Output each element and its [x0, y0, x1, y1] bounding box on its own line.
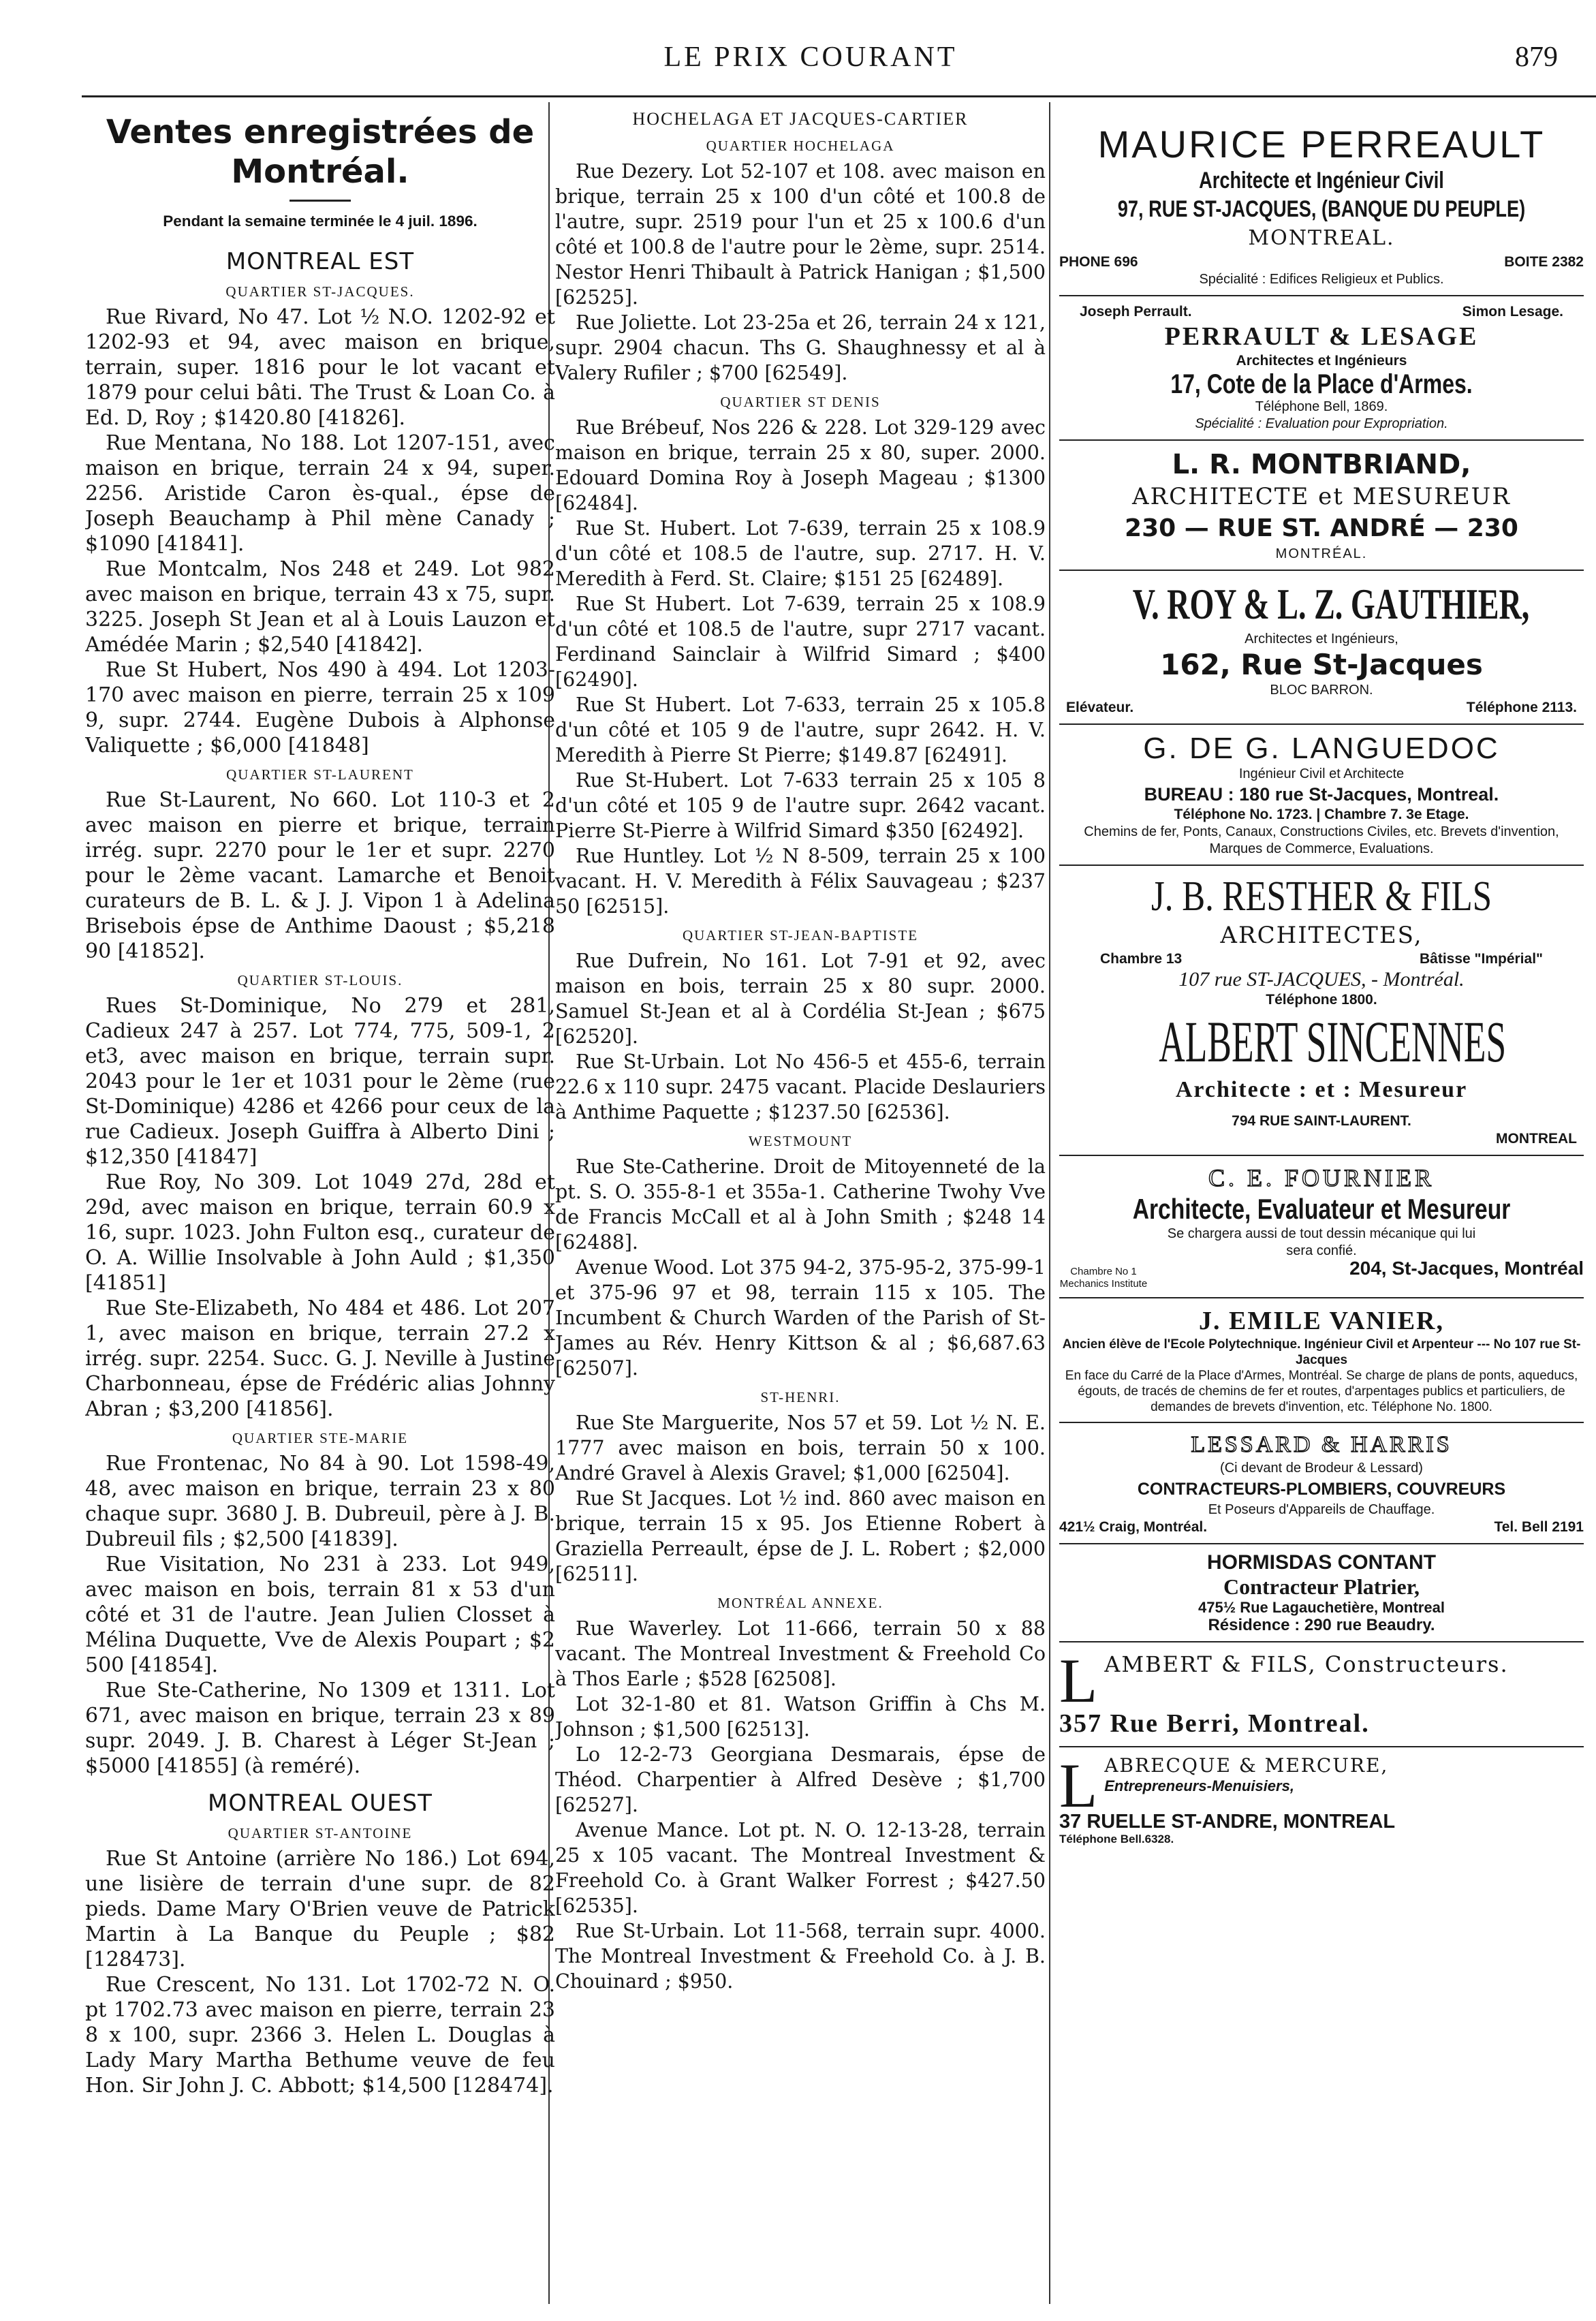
ad-divider: [1059, 1543, 1584, 1544]
sale-entry: Rue St Hubert, Nos 490 à 494. Lot 1203-170 avec maison en pierre, terrain 25 x 109 9, supr. 2744. Eugène Dubois à Alphonse Valiquette ; $6,000 [41848]: [85, 658, 555, 758]
sale-entry: Rue Crescent, No 131. Lot 1702-72 N. O. pt 1702.73 avec maison en pierre, terrain 23 8 x 100, supr. 2366 3. Helen L. Douglas à Lady Mary Martha Bethume veuve de feu Hon. Sir John J. C. Abbott; $14,500 [128474].: [85, 1973, 555, 2098]
ad-divider: [1059, 1746, 1584, 1747]
sale-entry: Rue St Hubert. Lot 7-639, terrain 25 x 108.9 d'un côté et 108.5 de l'autre, supr 2717 vacant. Ferdinand Sainclair à Wilfrid Simard ; $400 [62490].: [555, 593, 1046, 691]
ad-name: J. EMILE VANIER,: [1198, 1307, 1444, 1335]
ad-profession: Architecte et Ingénieur Civil: [1199, 168, 1444, 193]
sale-entry: Lot 32-1-80 et 81. Watson Griffin à Chs M. Johnson ; $1,500 [62513].: [555, 1693, 1046, 1741]
ad-city: MONTREAL: [1496, 1131, 1577, 1147]
ad-partner: Joseph Perrault.: [1080, 304, 1192, 320]
ad-divider: [1059, 1155, 1584, 1156]
district-heading: HOCHELAGA ET JACQUES-CARTIER: [632, 109, 969, 129]
quarter-heading: QUARTIER HOCHELAGA: [706, 138, 895, 154]
ad-labrecque: [1059, 1751, 1584, 1848]
advertisement-column: [1059, 109, 1584, 2307]
ad-name: L. R. MONTBRIAND,: [1172, 449, 1471, 480]
ad-sincennes: [1059, 1009, 1584, 1148]
ad-divider: [1059, 295, 1584, 296]
sale-entry: Rue St Jacques. Lot ½ ind. 860 avec maison en brique, terrain 15 x 95. Jos Etienne Robert à Graziella Perreault, épse de J. L. Robert ; $2,000 [62511].: [555, 1487, 1046, 1585]
title-rule: [290, 200, 351, 202]
sale-entry: Rue Ste Marguerite, Nos 57 et 59. Lot ½ N. E. 1777 avec maison en bois, terrain 50 x 100. André Gravel à Alexis Gravel; $1,000 [62504].: [555, 1412, 1046, 1484]
ad-divider: [1059, 1297, 1584, 1298]
ad-perrault-lesage: [1059, 303, 1584, 433]
ad-batisse: Bâtisse "Impérial": [1420, 951, 1543, 967]
ad-city: MONTRÉAL.: [1275, 546, 1368, 561]
ad-name: ABRECQUE & MERCURE,: [1104, 1754, 1389, 1777]
ad-box: BOITE 2382: [1504, 254, 1584, 270]
drop-cap: L: [1059, 1646, 1098, 1715]
ad-specialty: Spécialité : Edifices Religieux et Publics.: [1199, 272, 1444, 287]
quarter-heading: QUARTIER ST-ANTOINE: [228, 1825, 413, 1841]
ad-phone: PHONE 696: [1059, 254, 1138, 270]
ad-profession: Ingénieur Civil et Architecte: [1238, 766, 1405, 781]
ad-chambre: Chambre No 1 Mechanics Institute: [1059, 1266, 1148, 1290]
ad-name: J. B. RESTHER & FILS: [1151, 873, 1492, 920]
ad-name: C. E. FOURNIER: [1208, 1164, 1435, 1191]
quarter-heading: QUARTIER ST-JACQUES.: [225, 283, 415, 300]
ad-address: 97, RUE ST-JACQUES, (BANQUE DU PEUPLE): [1117, 196, 1526, 222]
ad-name: HORMISDAS CONTANT: [1206, 1551, 1437, 1574]
ad-address: 17, Cote de la Place d'Armes.: [1170, 369, 1473, 399]
sale-entry: Rue Visitation, No 231 à 233. Lot 949, avec maison en bois, terrain 81 x 53 d'un côté et 31 de l'autre. Jean Julien Closset à Mélina Duquette, Vve de Alexis Poupart ; $2 500 [41854].: [85, 1553, 555, 1677]
ad-address: 230 — RUE ST. ANDRÉ — 230: [1125, 514, 1518, 542]
journal-title: LE PRIX COURANT: [663, 42, 958, 73]
ad-phone: Téléphone 2113.: [1466, 700, 1577, 715]
ad-profession: Architecte, Evaluateur et Mesureur: [1132, 1193, 1511, 1225]
ad-languedoc: [1059, 732, 1584, 858]
ad-address: 475½ Rue Lagauchetière, Montreal: [1198, 1599, 1445, 1616]
sale-entry: Rue St Hubert. Lot 7-633, terrain 25 x 105.8 d'un côté et 105 9 de l'autre, supr 2642. H. V. Meredith à Pierre St Pierre; $149.87 [62491].: [555, 694, 1046, 766]
quarter-heading: MONTRÉAL ANNEXE.: [717, 1595, 883, 1611]
ad-chambre: Chambre 13: [1100, 951, 1183, 967]
ad-phone: Tel. Bell 2191: [1494, 1519, 1584, 1535]
ad-specialty: Spécialité : Evaluation pour Expropriation.: [1195, 416, 1448, 431]
ad-roy-gauthier: [1059, 578, 1584, 717]
ad-phone: Téléphone Bell.6328.: [1059, 1833, 1174, 1845]
district-heading: MONTREAL OUEST: [208, 1790, 433, 1817]
quarter-heading: QUARTIER ST-JEAN-BAPTISTE: [682, 927, 919, 944]
ad-description: En face du Carré de la Place d'Armes, Montréal. Se charge de plans de ponts, aqueducs, égouts, de tracés de chemins de fer et routes, d'arpentages publics et particuliers, de demandes de brevets d'invention, etc. Téléphone No. 1800.: [1065, 1369, 1578, 1414]
sale-entry: Rue Ste-Elizabeth, No 484 et 486. Lot 207 1, avec maison en brique, terrain 27.2 x irrég. supr. 2254. Succ. G. J. Neville à Justine Charbonneau, épse de Frédéric alias Johnny Abran ; $3,200 [41856].: [85, 1296, 555, 1421]
ad-vanier: [1059, 1305, 1584, 1415]
sale-entry: Rue Roy, No 309. Lot 1049 27d, 28d et 29d, avec maison en brique, terrain 60.9 x 16, supr. 1023. John Fulton esq., curateur de O. A. Willie Insolvable à John Auld ; $1,350 [41851]: [85, 1170, 555, 1295]
sale-entry: Rue Ste-Catherine, No 1309 et 1311. Lot 671, avec maison en brique, terrain 23 x 89 supr. 2049. J. B. Charest à Léger St-Jean ; $5000 [41855] (à reméré).: [85, 1679, 555, 1778]
sale-entry: Rue St-Hubert. Lot 7-633 terrain 25 x 105 8 d'un côté et 105 9 de l'autre supr. 2642 vacant. Pierre St-Pierre à Wilfrid Simard $350 [62492].: [555, 769, 1046, 842]
ad-description: Chemins de fer, Ponts, Canaux, Constructions Civiles, etc. Brevets d'invention, Marques de Commerce, Evaluations.: [1084, 824, 1559, 856]
sale-entry: Avenue Wood. Lot 375 94-2, 375-95-2, 375-99-1 et 375-96 97 et 98, terrain 115 x 105. The Incumbent & Church Warden of the Parish of St-James au Rév. Henry Kittson & al ; $6,687.63 [62507].: [555, 1256, 1046, 1380]
page-number: 879: [1515, 42, 1558, 73]
sale-entry: Rue Frontenac, No 84 à 90. Lot 1598-49, 48, avec maison en brique, terrain 23 x 80 chaque supr. 3680 J. B. Dubreuil, père à J. B. Dubreuil fils ; $2,500 [41839].: [85, 1452, 555, 1551]
sale-entry: Rue St. Hubert. Lot 7-639, terrain 25 x 108.9 d'un côté et 108.5 de l'autre, sup. 2717. H. V. Meredith à Ferd. St. Claire; $151 25 [62489].: [555, 517, 1046, 590]
district-heading: MONTREAL EST: [225, 248, 415, 275]
ad-divider: [1059, 1641, 1584, 1642]
ad-description: Se chargera aussi de tout dessin mécanique qui lui sera confié.: [1167, 1226, 1476, 1258]
ad-address: 204, St-Jacques, Montréal: [1349, 1258, 1584, 1279]
running-header: [0, 41, 1596, 89]
sale-entry: Rue St-Laurent, No 660. Lot 110-3 et 2 avec maison en pierre et brique, terrain irrég. supr. 2270 pour le 1er et supr. 2270 pour le 2ème vacant. Lamarche et Benoit curateurs de B. L. & J. J. Vipon 1 à Adelina Brisebois épse de Anthime Daoust ; $5,218 90 [41852].: [85, 788, 555, 963]
sale-entry: Rue St Antoine (arrière No 186.) Lot 694, une lisière de terrain d'une supr. de 82 pieds. Dame Mary O'Brien veuve de Patrick Martin à La Banque du Peuple ; $82 [128473].: [85, 1847, 555, 1972]
column-divider-2: [1049, 102, 1050, 2304]
quarter-heading: QUARTIER STE-MARIE: [232, 1430, 409, 1446]
ad-resther: [1059, 873, 1584, 1009]
ad-elevator: Elévateur.: [1066, 700, 1134, 715]
ad-name: MAURICE PERREAULT: [1097, 123, 1546, 166]
column-1: [85, 109, 555, 2307]
sale-entry: Rue Huntley. Lot ½ N 8-509, terrain 25 x 100 vacant. H. V. Meredith à Félix Sauvageau ; $237 50 [62515].: [555, 845, 1046, 918]
section-title: Ventes enregistrées de Montréal.: [106, 113, 535, 191]
ad-name: PERRAULT & LESAGE: [1164, 322, 1479, 351]
sale-entry: Rue Dufrein, No 161. Lot 7-91 et 92, avec maison en bois, terrain 25 x 80 supr. 2000. Samuel St-Jean et al à Cordélia St-Jean ; $675 [62520].: [555, 950, 1046, 1048]
ad-address: 162, Rue St-Jacques: [1160, 648, 1483, 681]
ad-name: ALBERT SINCENNES: [1159, 1009, 1507, 1074]
sale-entry: Rue Mentana, No 188. Lot 1207-151, avec maison en brique, terrain 24 x 94, super. 2256. Aristide Caron ès-qual., épse de Joseph Beauchamp à Phil mène Canady ; $1090 [41841].: [85, 431, 555, 556]
sale-entry: Rue Waverley. Lot 11-666, terrain 50 x 88 vacant. The Montreal Investment & Freehold Co à Thos Earle ; $528 [62508].: [555, 1617, 1046, 1690]
ad-divider: [1059, 864, 1584, 866]
ad-profession: Architectes et Ingénieurs,: [1245, 632, 1398, 647]
ad-address: 794 RUE SAINT-LAURENT.: [1232, 1113, 1411, 1129]
ad-address: 357 Rue Berri, Montreal.: [1059, 1709, 1370, 1738]
sale-entry: Rue St-Urbain. Lot 11-568, terrain supr. 4000. The Montreal Investment & Freehold Co. à J. B. Chouinard ; $950.: [555, 1920, 1046, 1993]
quarter-heading: ST-HENRI.: [760, 1389, 841, 1405]
sale-entry: Rue Joliette. Lot 23-25a et 26, terrain 24 x 121, supr. 2904 chacun. Ths G. Shaughnessy et al à Valery Rufiler ; $700 [62549].: [555, 311, 1046, 384]
ad-divider: [1059, 439, 1584, 441]
ad-bloc: BLOC BARRON.: [1270, 683, 1373, 698]
quarter-heading: QUARTIER ST DENIS: [720, 394, 881, 410]
sale-entry: Rue St-Urbain. Lot No 456-5 et 455-6, terrain 22.6 x 110 supr. 2475 vacant. Placide Deslauriers à Anthime Paquette ; $1237.50 [62536].: [555, 1050, 1046, 1123]
quarter-heading: QUARTIER ST-LOUIS.: [237, 972, 403, 988]
sale-entry: Rue Ste-Catherine. Droit de Mitoyenneté de la pt. S. O. 355-8-1 et 355a-1. Catherine Twohy Vve de Francis McCall et al à John Smith ; $248 14 [62488].: [555, 1155, 1046, 1253]
ad-profession: Architecte : et : Mesureur: [1175, 1077, 1468, 1102]
quarter-heading: QUARTIER ST-LAURENT: [226, 766, 414, 783]
ad-montbriand: [1059, 448, 1584, 563]
ad-divider: [1059, 723, 1584, 725]
ad-address: 37 RUELLE ST-ANDRE, MONTREAL: [1059, 1811, 1396, 1833]
ad-lessard-harris: [1059, 1430, 1584, 1536]
week-subhead: Pendant la semaine terminée le 4 juil. 1896.: [163, 213, 478, 230]
ad-address: 107 rue ST-JACQUES, - Montréal.: [1178, 968, 1465, 991]
ad-phone: Téléphone 1800.: [1266, 992, 1377, 1008]
drop-cap: L: [1059, 1751, 1098, 1820]
ad-address: 421½ Craig, Montréal.: [1059, 1519, 1208, 1535]
ad-divider: [1059, 570, 1584, 571]
ad-city: MONTREAL.: [1248, 226, 1395, 250]
ad-name: V. ROY & L. Z. GAUTHIER,: [1132, 580, 1530, 628]
ad-profession: ARCHITECTES,: [1220, 922, 1423, 949]
ad-contant: [1059, 1551, 1584, 1634]
column-2: [555, 109, 1046, 2307]
ad-subtitle: Et Poseurs d'Appareils de Chauffage.: [1208, 1502, 1435, 1517]
ad-profession: Architectes et Ingénieurs: [1236, 353, 1407, 369]
ad-residence: Résidence : 290 rue Beaudry.: [1208, 1616, 1435, 1634]
ad-name: G. DE G. LANGUEDOC: [1143, 732, 1500, 765]
ad-profession: Contracteur Platrier,: [1223, 1574, 1420, 1599]
sale-entry: Rue Dezery. Lot 52-107 et 108. avec maison en brique, terrain 25 x 100 d'un côté et 100.8 de l'autre, supr. 2519 pour l'un et 25 x 100.6 d'un côté et 100.8 de l'autre pour le 2ème, supr. 2514. Nestor Henri Thibault à Patrick Hanigan ; $1,500 [62525].: [555, 160, 1046, 309]
sale-entry: Rue Rivard, No 47. Lot ½ N.O. 1202-92 et 1202-93 et 94, avec maison en brique, terrain, super. 1816 pour le lot vacant et 1879 pour celui bâti. The Trust & Loan Co. à Ed. D, Roy ; $1420.80 [41826].: [85, 305, 555, 430]
sale-entry: Lo 12-2-73 Georgiana Desmarais, épse de Théod. Charpentier à Alfred Desève ; $1,700 [62527].: [555, 1743, 1046, 1816]
sale-entry: Rue Montcalm, Nos 248 et 249. Lot 982 avec maison en brique, terrain 43 x 75, supr. 3225. Joseph St Jean et al à Louis Lauzon et Amédée Marin ; $2,540 [41842].: [85, 557, 555, 657]
ad-maurice-perreault: [1059, 123, 1584, 288]
ad-previous: (Ci devant de Brodeur & Lessard): [1220, 1461, 1423, 1476]
ad-phone: Téléphone Bell, 1869.: [1255, 399, 1388, 414]
sale-entry: Rue Brébeuf, Nos 226 & 228. Lot 329-129 avec maison en brique, terrain 25 x 80, super. 2000. Edouard Domina Roy à Joseph Mageau ; $1300 [62484].: [555, 416, 1046, 514]
sale-entry: Rues St-Dominique, No 279 et 281, Cadieux 247 à 257. Lot 774, 775, 509-1, 2 et3, avec maison en brique, terrain supr. 2043 pour le 1er et 1031 pour le 2ème (rue St-Dominique) 4286 et 4266 pour ceux de la rue Cadieux. Joseph Guiffra à Alberto Dini ; $12,350 [41847]: [85, 994, 555, 1169]
ad-name: LESSARD & HARRIS: [1191, 1432, 1452, 1457]
ad-lambert: [1059, 1646, 1584, 1739]
ad-name: AMBERT & FILS, Constructeurs.: [1104, 1651, 1509, 1677]
sale-entry: Avenue Mance. Lot pt. N. O. 12-13-28, terrain 25 x 105 vacant. The Montreal Investment & Freehold Co. à Grant Walker Forrest ; $427.50 [62535].: [555, 1819, 1046, 1917]
ad-profession: CONTRACTEURS-PLOMBIERS, COUVREURS: [1137, 1480, 1506, 1499]
ad-address: BUREAU : 180 rue St-Jacques, Montreal.: [1144, 784, 1499, 805]
ad-profession: Entrepreneurs-Menuisiers,: [1104, 1777, 1294, 1794]
ad-phone: Téléphone No. 1723. | Chambre 7. 3e Etage.: [1174, 807, 1469, 822]
ad-description: Ancien élève de l'Ecole Polytechnique. Ingénieur Civil et Arpenteur --- No 107 rue St-Jacques: [1062, 1337, 1581, 1367]
quarter-heading: WESTMOUNT: [748, 1133, 853, 1149]
ad-divider: [1059, 1422, 1584, 1423]
ad-profession: ARCHITECTE et MESUREUR: [1132, 483, 1511, 510]
ad-fournier: [1059, 1163, 1584, 1290]
header-rule: [82, 95, 1596, 97]
ad-partner: Simon Lesage.: [1462, 304, 1563, 320]
